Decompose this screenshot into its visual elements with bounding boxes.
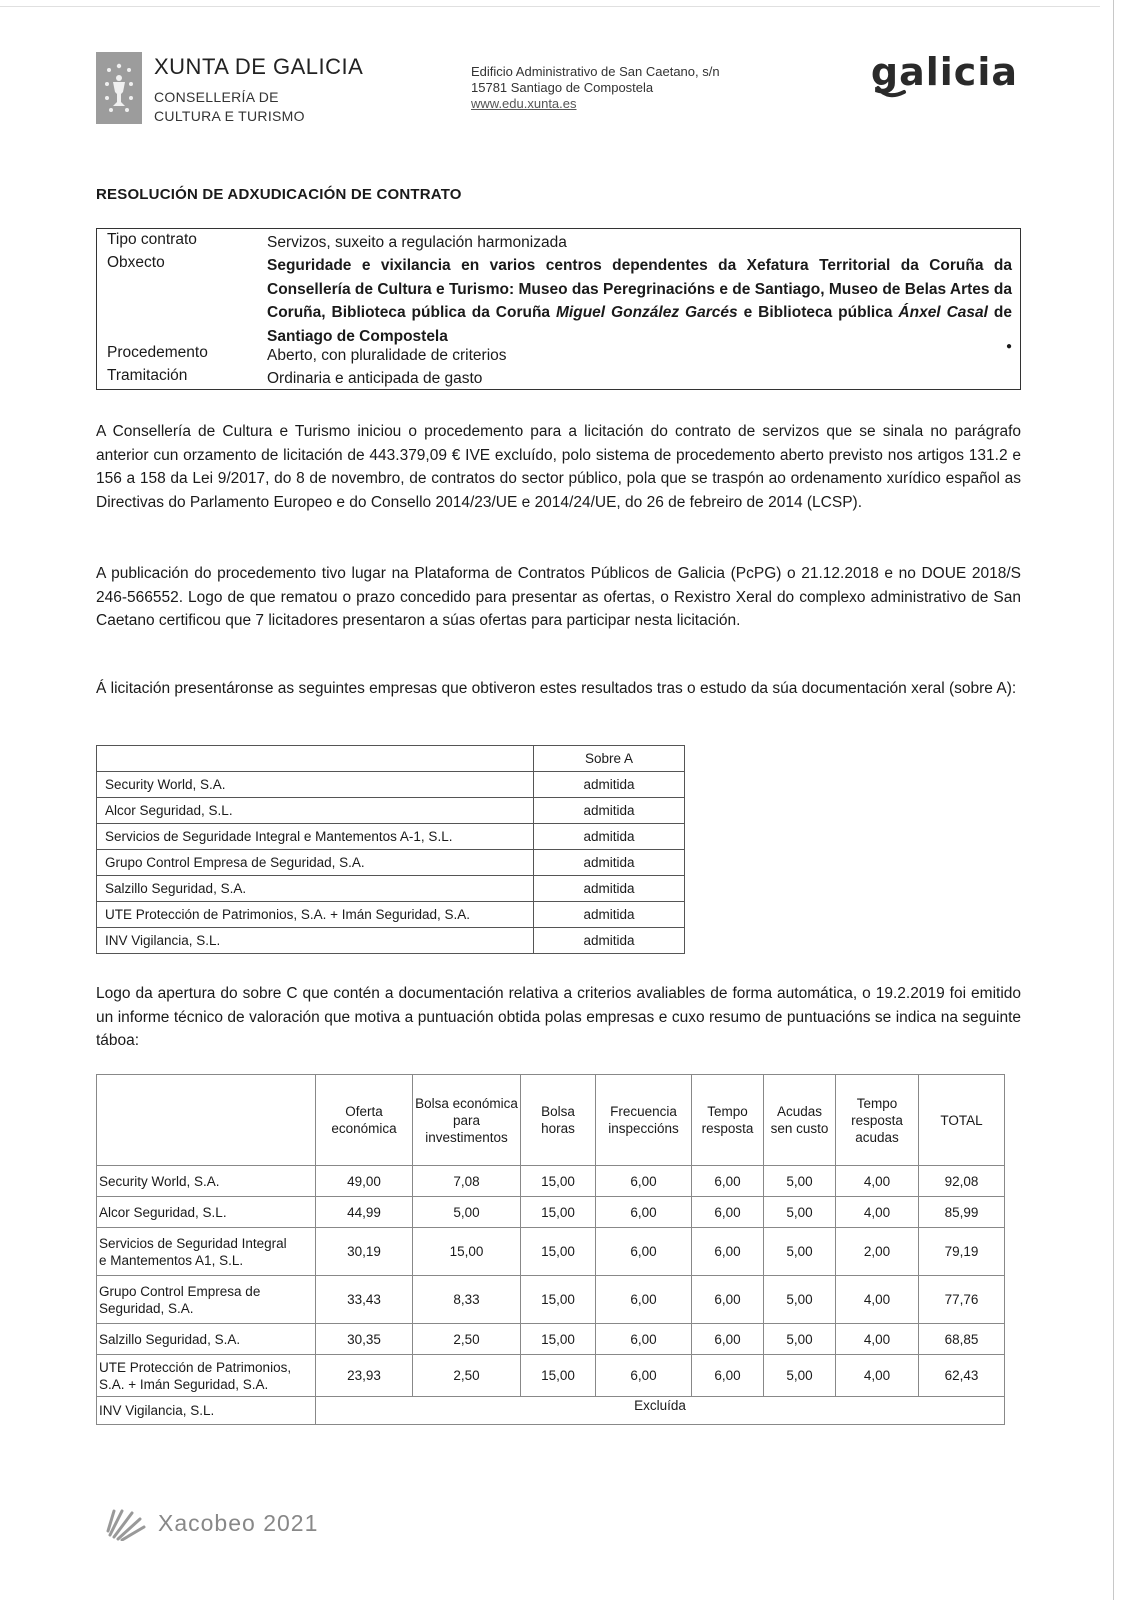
org-name: XUNTA DE GALICIA bbox=[154, 54, 364, 79]
company-name-line-1: Grupo Control Empresa de bbox=[99, 1283, 261, 1299]
table-header-empty bbox=[97, 746, 534, 772]
table-row bbox=[97, 798, 685, 824]
score-cell: 6,00 bbox=[692, 1276, 764, 1324]
paragraph-licitacion: A Consellería de Cultura e Turismo iniciou o procedemento para a licitación do contrato de servizos que se sinala no parágrafo anterior cun orzamento de licitación de 443.379,09 € IVE excluído, polo sistema de procedemento aberto previsto nos artigos 131.2 e 156 a 158 da Lei 9/2017, do 8 de novembro, de contratos do sector público, pola que se traspón ao ordenamento xurídico español as Directivas do Parlamento Europeo e do Consello 2014/23/UE e 2014/24/UE, do 26 de febreiro de 2014 (LCSP). bbox=[96, 423, 1021, 511]
col-bolsa-horas: Bolsa horas bbox=[521, 1075, 596, 1166]
scan-edge-rule bbox=[1113, 0, 1114, 1600]
top-rule bbox=[0, 6, 1100, 7]
scan-mark: ● bbox=[1005, 341, 1012, 352]
company-name bbox=[97, 1355, 316, 1397]
table-row bbox=[97, 850, 685, 876]
score-cell: 6,00 bbox=[692, 1228, 764, 1276]
paragraph-publicacion: A publicación do procedemento tivo lugar na Plataforma de Contratos Públicos de Galicia (PcPG) o 21.12.2018 e no DOUE 2018/S 246-566552. Logo de que rematou o prazo concedido para presentar as ofertas, o Rexistro Xeral do complexo administrativo de San Caetano certificou que 7 licitadores presentaron a súas ofertas para participar nesta licitación. bbox=[96, 565, 1021, 629]
score-cell: 6,00 bbox=[596, 1228, 692, 1276]
score-cell: 2,50 bbox=[413, 1324, 521, 1355]
paragraph-sobre-c: Logo da apertura do sobre C que contén a documentación relativa a criterios avaliables de forma automática, o 19.2.2019 foi emitido un informe técnico de valoración que motiva a puntuación obtida polas empresas e cuxo resumo de puntuacións se indica na seguinte táboa: bbox=[96, 985, 1021, 1049]
obxecto-text-3: de Santiago de Compostela bbox=[267, 304, 1012, 345]
table-row bbox=[97, 1397, 1005, 1425]
org-department-line-1: CONSELLERÍA DE bbox=[154, 89, 279, 105]
col-bolsa-economica: Bolsa económica para investimentos bbox=[413, 1075, 521, 1166]
table-header-row bbox=[97, 746, 685, 772]
score-cell: 6,00 bbox=[692, 1355, 764, 1397]
obxecto-library-name-2: Ánxel Casal bbox=[898, 304, 988, 321]
company-name bbox=[97, 1228, 316, 1276]
total-cell: 79,19 bbox=[919, 1228, 1005, 1276]
total-cell: 92,08 bbox=[919, 1166, 1005, 1197]
website-link[interactable]: www.edu.xunta.es bbox=[471, 96, 577, 111]
company-name: Security World, S.A. bbox=[97, 772, 534, 798]
total-cell: 77,76 bbox=[919, 1276, 1005, 1324]
table-row bbox=[97, 1197, 1005, 1228]
score-cell: 44,99 bbox=[316, 1197, 413, 1228]
total-cell: 68,85 bbox=[919, 1324, 1005, 1355]
score-cell: 49,00 bbox=[316, 1166, 413, 1197]
score-cell: 5,00 bbox=[764, 1166, 836, 1197]
company-name: Security World, S.A. bbox=[97, 1166, 316, 1197]
letterhead bbox=[96, 52, 1026, 132]
address-line-2: 15781 Santiago de Compostela bbox=[471, 80, 654, 95]
score-cell: 5,00 bbox=[764, 1324, 836, 1355]
col-tempo-resposta-acudas: Tempo resposta acudas bbox=[836, 1075, 919, 1166]
excluded-cell: Excluída bbox=[316, 1397, 1005, 1425]
col-acudas-sen-custo: Acudas sen custo bbox=[764, 1075, 836, 1166]
company-name: Salzillo Seguridad, S.A. bbox=[97, 1324, 316, 1355]
score-cell: 5,00 bbox=[764, 1276, 836, 1324]
score-cell: 6,00 bbox=[596, 1276, 692, 1324]
score-cell: 30,19 bbox=[316, 1228, 413, 1276]
address-line-1: Edificio Administrativo de San Caetano, s/n bbox=[471, 64, 720, 79]
score-cell: 15,00 bbox=[521, 1197, 596, 1228]
table-row bbox=[97, 928, 685, 954]
score-cell: 4,00 bbox=[836, 1355, 919, 1397]
brand-wordmark: galicia bbox=[870, 50, 1018, 94]
status-cell: admitida bbox=[534, 772, 685, 798]
score-cell: 6,00 bbox=[596, 1166, 692, 1197]
col-tempo-resposta: Tempo resposta bbox=[692, 1075, 764, 1166]
org-department-line-2: CULTURA E TURISMO bbox=[154, 108, 305, 124]
score-cell: 6,00 bbox=[596, 1197, 692, 1228]
table-row bbox=[97, 1276, 1005, 1324]
score-cell: 4,00 bbox=[836, 1197, 919, 1228]
value-tipo-contrato: Servizos, suxeito a regulación harmonizada bbox=[267, 234, 567, 251]
total-cell: 85,99 bbox=[919, 1197, 1005, 1228]
col-oferta-economica: Oferta económica bbox=[316, 1075, 413, 1166]
score-cell: 15,00 bbox=[521, 1276, 596, 1324]
table-row bbox=[97, 1228, 1005, 1276]
status-cell: admitida bbox=[534, 902, 685, 928]
status-cell: admitida bbox=[534, 876, 685, 902]
value-procedemento: Aberto, con pluralidade de criterios bbox=[267, 347, 507, 364]
score-cell: 2,50 bbox=[413, 1355, 521, 1397]
score-cell: 15,00 bbox=[413, 1228, 521, 1276]
score-cell: 6,00 bbox=[692, 1197, 764, 1228]
paragraph-empresas: Á licitación presentáronse as seguintes empresas que obtiveron estes resultados tras o estudo da súa documentación xeral (sobre A): bbox=[96, 680, 1017, 697]
organization-block bbox=[154, 54, 363, 126]
contract-info-box bbox=[96, 228, 1021, 390]
score-cell: 6,00 bbox=[692, 1166, 764, 1197]
score-cell: 5,00 bbox=[413, 1197, 521, 1228]
sobre-a-table bbox=[96, 745, 685, 954]
score-cell: 33,43 bbox=[316, 1276, 413, 1324]
footer-xacobeo bbox=[104, 1505, 318, 1541]
company-name: Servicios de Seguridade Integral e Mantementos A-1, S.L. bbox=[97, 824, 534, 850]
score-cell: 4,00 bbox=[836, 1276, 919, 1324]
score-cell: 30,35 bbox=[316, 1324, 413, 1355]
galicia-brand-logo bbox=[870, 50, 1026, 102]
table-header-sobre-a: Sobre A bbox=[534, 746, 685, 772]
table-header-empty bbox=[97, 1075, 316, 1166]
table-row bbox=[97, 1166, 1005, 1197]
footer-text: Xacobeo 2021 bbox=[158, 1509, 319, 1536]
score-cell: 15,00 bbox=[521, 1166, 596, 1197]
score-cell: 15,00 bbox=[521, 1355, 596, 1397]
obxecto-library-name-1: Miguel González Garcés bbox=[556, 304, 738, 321]
label-obxecto: Obxecto bbox=[107, 254, 165, 271]
company-name-line-2: S.A. + Imán Seguridad, S.A. bbox=[99, 1376, 269, 1392]
obxecto-text-2: e Biblioteca pública bbox=[737, 304, 899, 321]
score-cell: 23,93 bbox=[316, 1355, 413, 1397]
score-cell: 2,00 bbox=[836, 1228, 919, 1276]
status-cell: admitida bbox=[534, 928, 685, 954]
score-cell: 8,33 bbox=[413, 1276, 521, 1324]
table-row bbox=[97, 902, 685, 928]
value-tramitacion: Ordinaria e anticipada de gasto bbox=[267, 370, 483, 387]
company-name-line-2: Seguridad, S.A. bbox=[99, 1300, 194, 1316]
company-name: INV Vigilancia, S.L. bbox=[97, 1397, 316, 1425]
total-cell: 62,43 bbox=[919, 1355, 1005, 1397]
col-frecuencia-inspeccions: Frecuencia inspeccións bbox=[596, 1075, 692, 1166]
company-name: INV Vigilancia, S.L. bbox=[97, 928, 534, 954]
score-cell: 4,00 bbox=[836, 1324, 919, 1355]
label-tramitacion: Tramitación bbox=[107, 367, 188, 384]
document-title: RESOLUCIÓN DE ADXUDICACIÓN DE CONTRATO bbox=[96, 186, 462, 203]
status-cell: admitida bbox=[534, 798, 685, 824]
scores-table bbox=[96, 1074, 1005, 1425]
score-cell: 6,00 bbox=[596, 1324, 692, 1355]
table-row bbox=[97, 772, 685, 798]
company-name-line-1: Servicios de Seguridad Integral bbox=[99, 1235, 287, 1251]
scallop-shell-icon bbox=[104, 1505, 148, 1541]
company-name bbox=[97, 1276, 316, 1324]
company-name: Grupo Control Empresa de Seguridad, S.A. bbox=[97, 850, 534, 876]
score-cell: 6,00 bbox=[596, 1355, 692, 1397]
label-procedemento: Procedemento bbox=[107, 344, 208, 361]
company-name-line-1: UTE Protección de Patrimonios, bbox=[99, 1359, 292, 1375]
company-name: Alcor Seguridad, S.L. bbox=[97, 798, 534, 824]
table-row bbox=[97, 876, 685, 902]
coat-of-arms-icon bbox=[96, 52, 142, 124]
score-cell: 15,00 bbox=[521, 1324, 596, 1355]
table-header-row bbox=[97, 1075, 1005, 1166]
company-name: Salzillo Seguridad, S.A. bbox=[97, 876, 534, 902]
table-row bbox=[97, 1355, 1005, 1397]
table-row bbox=[97, 1324, 1005, 1355]
score-cell: 7,08 bbox=[413, 1166, 521, 1197]
value-obxecto bbox=[267, 254, 1012, 348]
company-name-line-2: e Mantementos A1, S.L. bbox=[99, 1252, 244, 1268]
address-block bbox=[471, 64, 720, 112]
company-name: UTE Protección de Patrimonios, S.A. + Imán Seguridad, S.A. bbox=[97, 902, 534, 928]
score-cell: 5,00 bbox=[764, 1228, 836, 1276]
score-cell: 5,00 bbox=[764, 1197, 836, 1228]
status-cell: admitida bbox=[534, 824, 685, 850]
status-cell: admitida bbox=[534, 850, 685, 876]
table-row bbox=[97, 824, 685, 850]
org-department bbox=[154, 88, 363, 126]
company-name: Alcor Seguridad, S.L. bbox=[97, 1197, 316, 1228]
score-cell: 5,00 bbox=[764, 1355, 836, 1397]
score-cell: 15,00 bbox=[521, 1228, 596, 1276]
score-cell: 6,00 bbox=[692, 1324, 764, 1355]
obxecto-text-1: Seguridade e vixilancia en varios centros dependentes da Xefatura Territorial da Coruña da Consellería de Cultura e Turismo: Museo das Peregrinacións e de Santiago, Museo de Belas Artes da Coruña, Biblioteca pública da Coruña bbox=[267, 257, 1012, 321]
score-cell: 4,00 bbox=[836, 1166, 919, 1197]
col-total: TOTAL bbox=[919, 1075, 1005, 1166]
label-tipo-contrato: Tipo contrato bbox=[107, 231, 197, 248]
